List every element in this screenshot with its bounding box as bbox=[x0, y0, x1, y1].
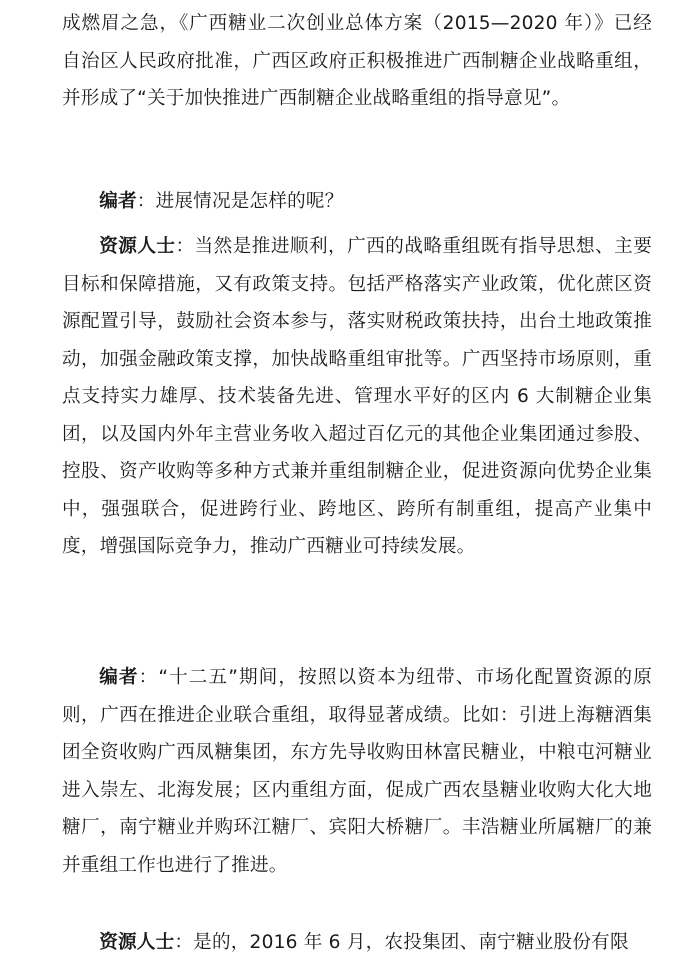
speaker-label-editor: 编者 bbox=[99, 667, 139, 688]
paragraph-text: 成燃眉之急，《广西糖业二次创业总体方案（2015—2020 年）》已经自治区人民政府批准，广西区政府正积极推进广西制糖企业战略重组，并形成了“关于加快推进广西制糖企业战略重组的指导意见”。 bbox=[62, 13, 652, 109]
paragraph-text: ：当然是推进顺利，广西的战略重组既有指导思想、主要目标和保障措施，又有政策支持。包括严格落实产业政策，优化蔗区资源配置引导，鼓励社会资本参与，落实财税政策扶持，出台土地政策推动，加强金融政策支撑，加快战略重组审批等。广西坚持市场原则，重点支持实力雄厚、技术装备先进、管理水平好的区内 6 大制糖企业集团，以及国内外年主营业务收入超过百亿元的其他企业集团通过参股、控股、资产收购等多种方式兼并重组制糖企业，促进资源向优势企业集中，强强联合，促进跨行业、跨地区、跨所有制重组，提高产业集中度，增强国际竞争力，推动广西糖业可持续发展。 bbox=[62, 236, 652, 557]
paragraph-text: ：进展情况是怎样的呢？ bbox=[136, 191, 344, 212]
paragraph-source-reply bbox=[62, 924, 652, 962]
paragraph-intro bbox=[62, 5, 652, 118]
paragraph-text: ：是的，2016 年 6 月，农投集团、南宁糖业股份有限 bbox=[174, 932, 629, 953]
paragraph-text: ：“十二五”期间，按照以资本为纽带、市场化配置资源的原则，广西在推进企业联合重组，取得显著成绩。比如：引进上海糖酒集团全资收购广西凤糖集团，东方先导收购田林富民糖业，中粮屯河糖业进入崇左、北海发展；区内重组方面，促成广西农垦糖业收购大化大地糖厂，南宁糖业并购环江糖厂、宾阳大桥糖厂。丰浩糖业所属糖厂的兼并重组工作也进行了推进。 bbox=[62, 667, 653, 876]
speaker-label-editor: 编者 bbox=[99, 191, 137, 212]
speaker-label-source: 资源人士 bbox=[99, 236, 176, 257]
speaker-label-source: 资源人士 bbox=[99, 932, 175, 953]
paragraph-source-answer bbox=[62, 228, 652, 566]
paragraph-editor-statement bbox=[62, 659, 652, 884]
paragraph-editor-question bbox=[62, 183, 652, 221]
